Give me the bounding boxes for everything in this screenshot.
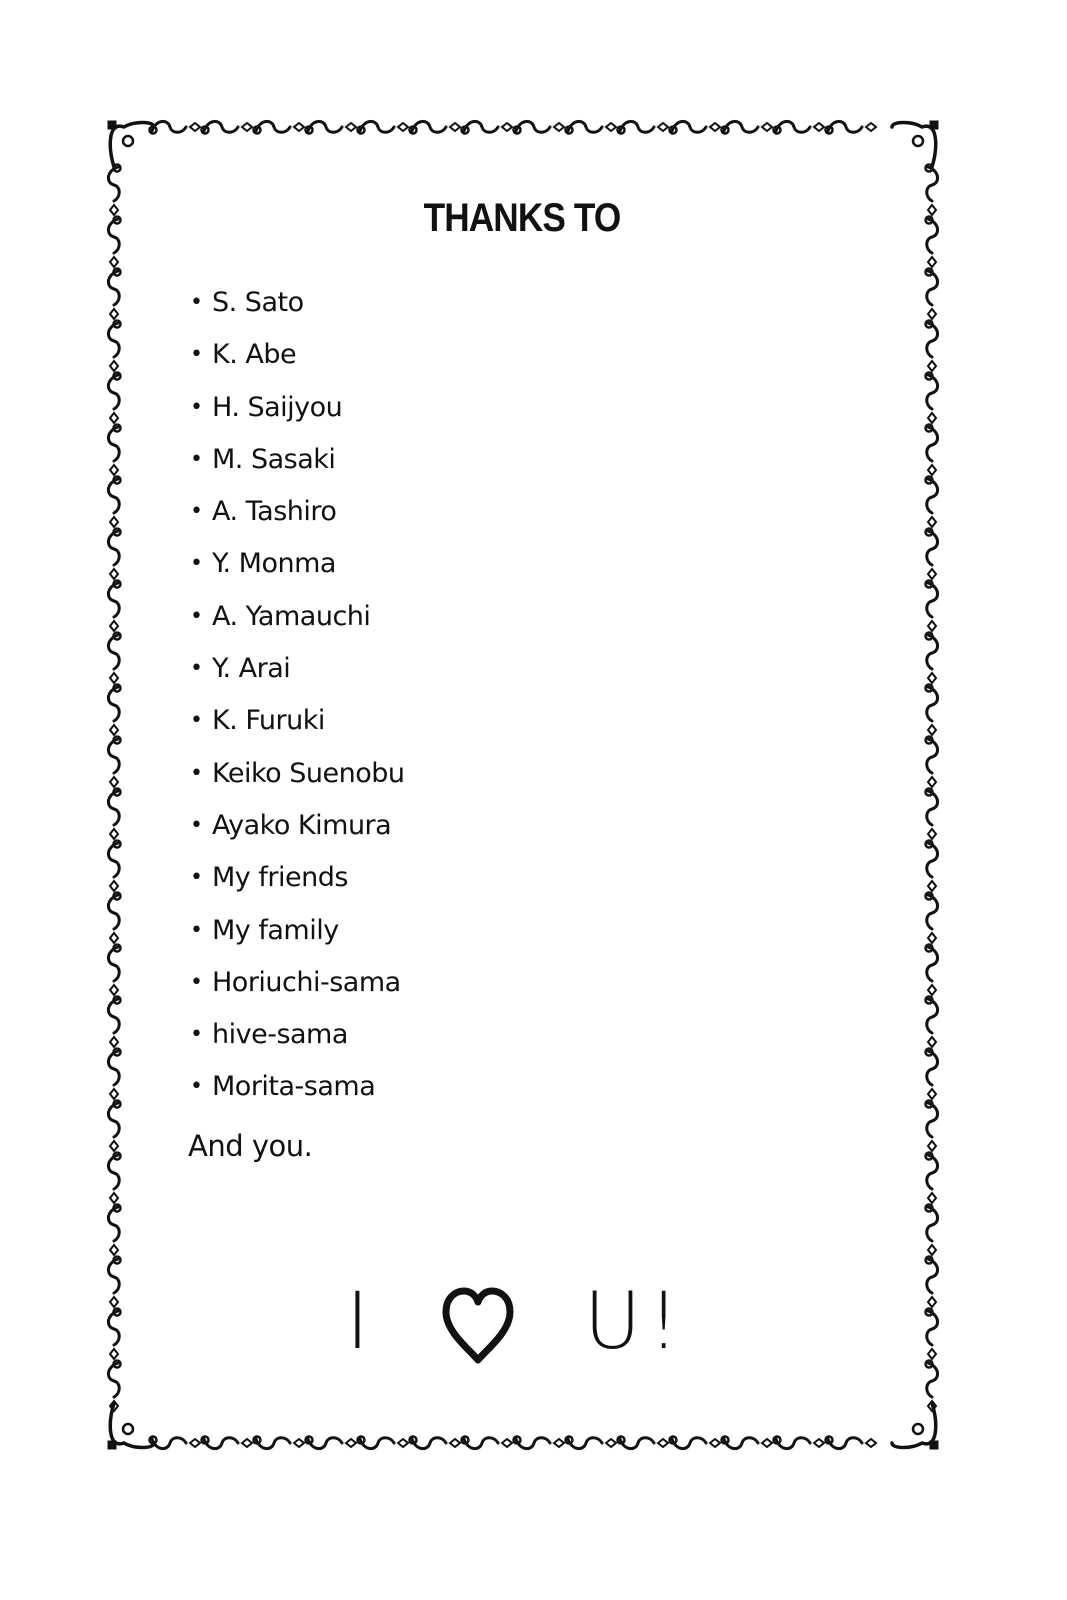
list-item-text: Ayako Kimura — [212, 809, 392, 841]
love-line-u: U — [584, 1277, 642, 1367]
list-item-text: My friends — [212, 862, 348, 894]
bullet-icon: • — [190, 342, 203, 368]
list-item — [188, 388, 405, 440]
list-item — [188, 1015, 405, 1067]
list-item-text: Horiuchi-sama — [212, 966, 401, 998]
bullet-icon: • — [190, 446, 203, 472]
bullet-icon: • — [190, 394, 203, 420]
i-love-you-line — [0, 1272, 1067, 1372]
love-line-exclamation: ! — [648, 1277, 680, 1367]
bullet-icon: • — [190, 969, 203, 995]
list-item — [188, 492, 405, 544]
list-item — [188, 858, 405, 910]
bullet-icon: • — [190, 1074, 203, 1100]
list-item-text: Y. Monma — [212, 548, 336, 580]
list-item-text: Morita-sama — [212, 1071, 376, 1103]
list-item-text: My family — [212, 914, 339, 946]
list-item — [188, 911, 405, 963]
list-item-text: M. Sasaki — [212, 443, 336, 475]
bullet-icon: • — [190, 656, 203, 682]
list-item — [188, 544, 405, 596]
bullet-icon: • — [190, 760, 203, 786]
list-item-text: K. Furuki — [212, 705, 325, 737]
list-item — [188, 701, 405, 753]
thanks-list — [188, 283, 405, 1120]
bullet-icon: • — [190, 551, 203, 577]
bullet-icon: • — [190, 865, 203, 891]
page-title: THANKS TO — [423, 196, 621, 240]
bullet-icon: • — [190, 1022, 203, 1048]
list-item-text: hive-sama — [212, 1019, 348, 1051]
bullet-icon: • — [190, 917, 203, 943]
list-item-text: Keiko Suenobu — [212, 757, 405, 789]
bullet-icon: • — [190, 708, 203, 734]
list-item-text: Y. Arai — [212, 653, 291, 685]
list-item — [188, 335, 405, 387]
list-item-text: A. Tashiro — [212, 496, 337, 528]
heart-outline-icon — [440, 1286, 516, 1366]
list-item-text: A. Yamauchi — [212, 600, 371, 632]
list-item — [188, 649, 405, 701]
list-item-text: H. Saijyou — [212, 391, 343, 423]
list-item-text: K. Abe — [212, 339, 297, 371]
list-item — [188, 963, 405, 1015]
bullet-icon: • — [190, 499, 203, 525]
bullet-icon: • — [190, 603, 203, 629]
list-item — [188, 440, 405, 492]
bullet-icon: • — [190, 812, 203, 838]
list-item — [188, 1067, 405, 1119]
list-item — [188, 597, 405, 649]
bullet-icon: • — [190, 290, 203, 315]
list-item — [188, 283, 405, 335]
list-item — [188, 806, 405, 858]
closing-line: And you. — [188, 1129, 313, 1163]
list-item — [188, 754, 405, 806]
list-item-text: S. Sato — [212, 287, 304, 318]
love-line-i: I — [346, 1277, 370, 1367]
